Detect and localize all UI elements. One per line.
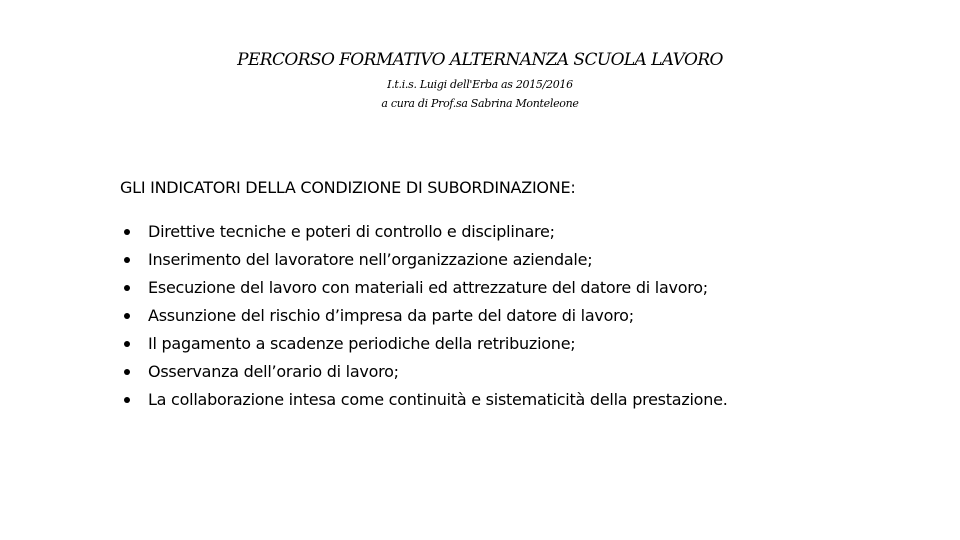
bullet-icon <box>124 257 130 263</box>
indicators-list <box>120 218 728 414</box>
bullet-icon <box>124 285 130 291</box>
list-item <box>120 302 728 330</box>
list-item <box>120 246 728 274</box>
bullet-icon <box>124 397 130 403</box>
list-item-text: Esecuzione del lavoro con materiali ed attrezzature del datore di lavoro; <box>148 278 708 297</box>
bullet-icon <box>124 313 130 319</box>
school-year-line: I.t.i.s. Luigi dell'Erba as 2015/2016 <box>387 78 573 91</box>
list-item <box>120 330 728 358</box>
section-heading: GLI INDICATORI DELLA CONDIZIONE DI SUBORDINAZIONE: <box>120 178 576 197</box>
author-line: a cura di Prof.sa Sabrina Monteleone <box>381 97 579 110</box>
document-title: PERCORSO FORMATIVO ALTERNANZA SCUOLA LAVORO <box>237 50 723 70</box>
list-item <box>120 386 728 414</box>
list-item-text: Osservanza dell’orario di lavoro; <box>148 362 399 381</box>
list-item <box>120 274 728 302</box>
list-item <box>120 358 728 386</box>
indicators-section <box>120 176 728 414</box>
bullet-icon <box>124 369 130 375</box>
list-item-text: Direttive tecniche e poteri di controllo e disciplinare; <box>148 222 555 241</box>
bullet-icon <box>124 341 130 347</box>
list-item-text: Assunzione del rischio d’impresa da parte del datore di lavoro; <box>148 306 634 325</box>
list-item-text: Inserimento del lavoratore nell’organizzazione aziendale; <box>148 250 593 269</box>
list-item-text: La collaborazione intesa come continuità e sistematicità della prestazione. <box>148 390 728 409</box>
bullet-icon <box>124 229 130 235</box>
list-item <box>120 218 728 246</box>
list-item-text: Il pagamento a scadenze periodiche della retribuzione; <box>148 334 576 353</box>
